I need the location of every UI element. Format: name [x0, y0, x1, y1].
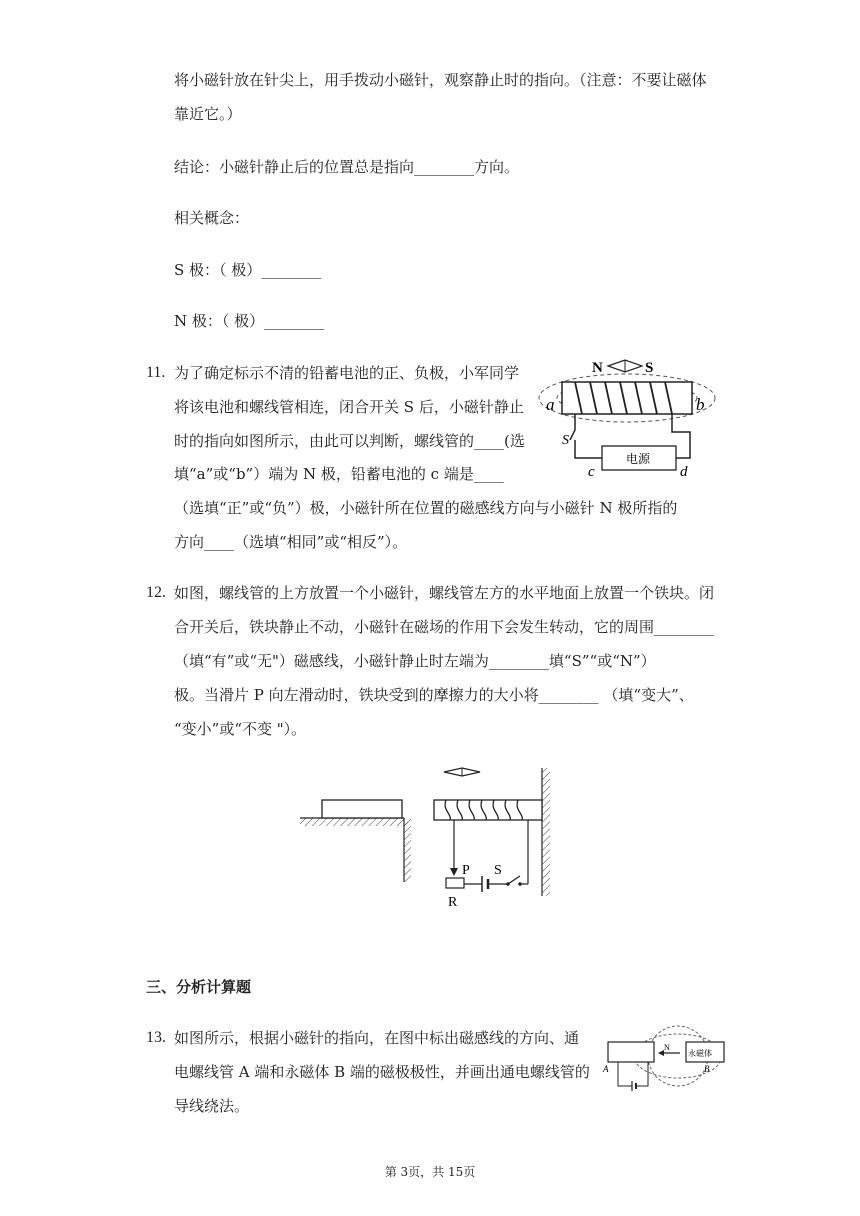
q13-fig-magnet: 永磁体: [688, 1049, 712, 1058]
q11-fig-a: a: [546, 395, 555, 414]
q11-fig-d: d: [680, 464, 688, 480]
intro-line-1: 将小磁针放在针尖上，用手拨动小磁针，观察静止时的指向。（注意：不要让磁体: [174, 71, 707, 89]
q13-figure: [602, 1020, 728, 1094]
intro-line-2: 靠近它。）: [174, 105, 242, 123]
q13-line-1: 如图所示，根据小磁针的指向，在图中标出磁感线的方向、通: [174, 1029, 580, 1047]
q13-line-2: 电螺线管 A 端和永磁体 B 端的磁极极性，并画出通电螺线管的: [174, 1063, 590, 1081]
q11-line-5: （选填“正”或“负”）极，小磁针所在位置的磁感线方向与小磁针 N 极所指的: [174, 499, 678, 517]
q11-fig-c: c: [588, 464, 595, 480]
q12-fig-r: R: [448, 895, 458, 909]
q11-line-3: 时的指向如图所示，由此可以判断，螺线管的____(选: [174, 432, 525, 450]
q12-fig-p: P: [462, 863, 470, 878]
q11-fig-s: S: [645, 360, 654, 376]
q12-figure: [296, 764, 566, 909]
q11-line-2: 将该电池和螺线管相连，闭合开关 S 后，小磁针静止: [174, 398, 524, 416]
q11-fig-switch: S: [562, 433, 569, 448]
q11-line-1: 为了确定标示不清的铅蓄电池的正、负极，小军同学: [174, 364, 520, 382]
q11-figure: [530, 352, 720, 482]
q12-line-1: 如图，螺线管的上方放置一个小磁针，螺线管左方的水平地面上放置一个铁块。闭: [174, 584, 715, 602]
q12-line-2: 合开关后，铁块静止不动，小磁针在磁场的作用下会发生转动，它的周围________: [174, 618, 715, 636]
intro-conclusion: 结论：小磁针静止后的位置总是指向________方向。: [174, 158, 520, 176]
q11-fig-n: N: [592, 360, 603, 376]
q11-line-4: 填“a”或“b”）端为 N 极，铅蓄电池的 c 端是____: [174, 465, 504, 483]
q12-line-4: 极。当滑片 P 向左滑动时，铁块受到的摩擦力的大小将________ （填“变大”、: [174, 686, 694, 704]
intro-n-pole: N 极：（ 极）________: [174, 312, 325, 330]
intro-s-pole: S 极：（ 极）________: [174, 261, 322, 279]
q13-fig-b: B: [704, 1064, 710, 1074]
q12-fig-s: S: [494, 863, 502, 878]
q12-number: 12.: [146, 584, 166, 601]
q13-fig-a: A: [603, 1064, 609, 1074]
intro-concept-title: 相关概念：: [174, 209, 250, 227]
q13-fig-n: N: [664, 1043, 670, 1052]
q12-line-5: “变小”或“不变 "）。: [174, 720, 307, 738]
q13-number: 13.: [146, 1029, 166, 1046]
q11-line-6: 方向____（选填“相同”或“相反”）。: [174, 533, 408, 551]
q11-number: 11.: [146, 364, 166, 381]
section-3-title: 三、分析计算题: [146, 978, 252, 996]
q12-line-3: （填“有”或“无"）磁感线，小磁针静止时左端为________填“S”“或“N”）: [174, 652, 656, 670]
q11-fig-power: 电源: [626, 452, 651, 466]
q11-fig-b: b: [696, 395, 705, 414]
page-footer: 第 3页，共 15页: [384, 1165, 476, 1179]
q13-line-3: 导线绕法。: [174, 1097, 250, 1115]
